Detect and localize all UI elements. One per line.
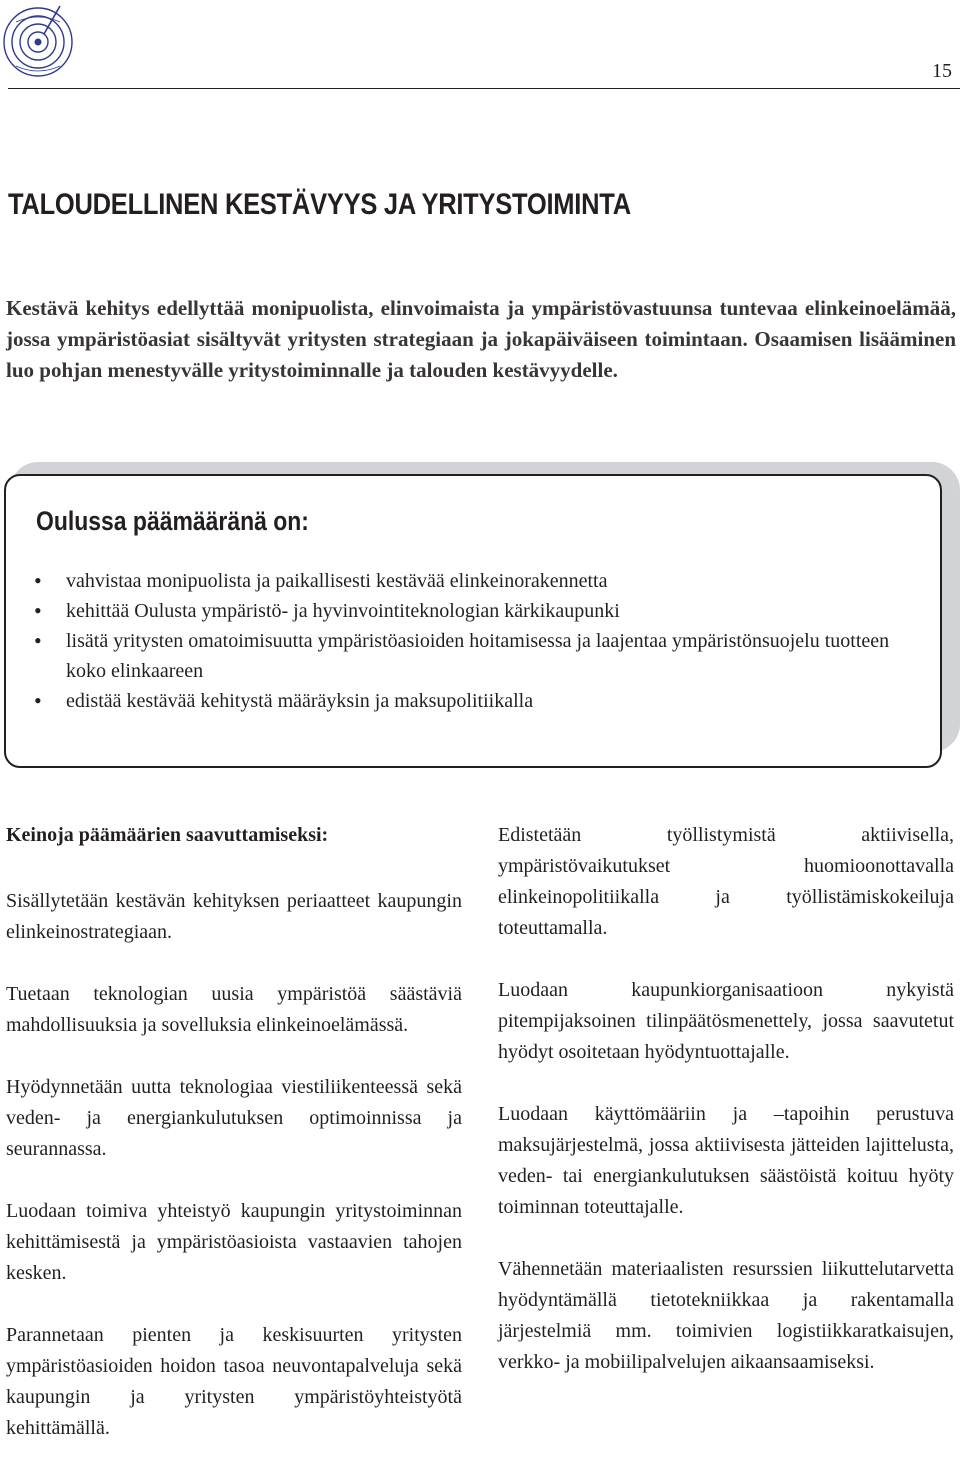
bullet-icon: •	[34, 568, 42, 593]
bullet-icon: •	[34, 628, 42, 653]
means-paragraph: Parannetaan pienten ja keskisuurten yritysten ympäristöasioiden hoidon tasoa neuvontapalveluja sekä kaupungin ja yritysten ympäristöyhteistyötä kehittämällä.	[6, 1324, 462, 1439]
goal-item	[34, 596, 932, 626]
kestava-kehitys-logo-icon	[2, 0, 78, 82]
means-paragraph: Luodaan toimiva yhteistyö kaupungin yritystoiminnan kehittämisestä ja ympäristöasioista vastaavien tahojen kesken.	[6, 1200, 462, 1284]
means-left-column	[6, 820, 462, 1444]
goals-title: Oulussa päämääränä on:	[36, 506, 309, 536]
bullet-icon: •	[34, 688, 42, 713]
means-right-column	[498, 820, 954, 1378]
goal-item	[34, 626, 932, 686]
means-heading: Keinoja päämäärien saavuttamiseksi:	[6, 824, 329, 846]
goal-item-text: vahvistaa monipuolista ja paikallisesti kestävää elinkeinorakennetta	[66, 570, 608, 592]
header-divider	[8, 88, 960, 89]
means-paragraph: Edistetään työllistymistä aktiivisella, ympäristövaikutukset huomioonottavalla elinkeinopolitiikalla ja työllistämiskokeiluja toteuttamalla.	[498, 824, 954, 939]
goal-item-text: kehittää Oulusta ympäristö- ja hyvinvointiteknologian kärkikaupunki	[66, 600, 620, 622]
page-number: 15	[932, 60, 952, 82]
goal-item-text: lisätä yritysten omatoimisuutta ympäristöasioiden hoitamisessa ja laajentaa ympäristönsuojelu tuotteen koko elinkaareen	[66, 630, 890, 682]
goal-item	[34, 686, 932, 716]
intro-paragraph: Kestävä kehitys edellyttää monipuolista, elinvoimaista ja ympäristövastuunsa tuntevaa elinkeinoelämää, jossa ympäristöasiat sisältyvät yritysten strategiaan ja jokapäiväiseen toimintaan. Osaamisen lisääminen luo pohjan menestyvälle yritystoiminnalle ja talouden kestävyydelle.	[6, 296, 956, 382]
means-paragraph: Luodaan kaupunkiorganisaatioon nykyistä pitempijaksoinen tilinpäätösmenettely, jossa saavutetut hyödyt osoitetaan hyödyntuottajalle.	[498, 979, 954, 1063]
means-paragraph: Luodaan käyttömääriin ja –tapoihin perustuva maksujärjestelmä, jossa aktiivisesta jätteiden lajittelusta, veden- tai energiankulutuksen säästöistä koituu hyöty toiminnan toteuttajalle.	[498, 1103, 954, 1218]
means-paragraph: Tuetaan teknologian uusia ympäristöä säästäviä mahdollisuuksia ja sovelluksia elinkeinoelämässä.	[6, 983, 462, 1036]
page-title: TALOUDELLINEN KESTÄVYYS JA YRITYSTOIMINTA	[8, 188, 631, 221]
goal-item-text: edistää kestävää kehitystä määräyksin ja maksupolitiikalla	[66, 690, 534, 712]
means-paragraph: Vähennetään materiaalisten resurssien liikuttelutarvetta hyödyntämällä tietotekniikkaa ja rakentamalla järjestelmiä mm. toimivien logistiikkaratkaisujen, verkko- ja mobiilipalvelujen aikaansaamiseksi.	[498, 1258, 954, 1373]
means-paragraph: Sisällytetään kestävän kehityksen periaatteet kaupungin elinkeinostrategiaan.	[6, 890, 462, 943]
goals-box	[4, 474, 942, 768]
means-paragraph: Hyödynnetään uutta teknologiaa viestiliikenteessä sekä veden- ja energiankulutuksen optimoinnissa ja seurannassa.	[6, 1076, 462, 1160]
goals-list	[34, 566, 932, 716]
goal-item	[34, 566, 932, 596]
bullet-icon: •	[34, 598, 42, 623]
